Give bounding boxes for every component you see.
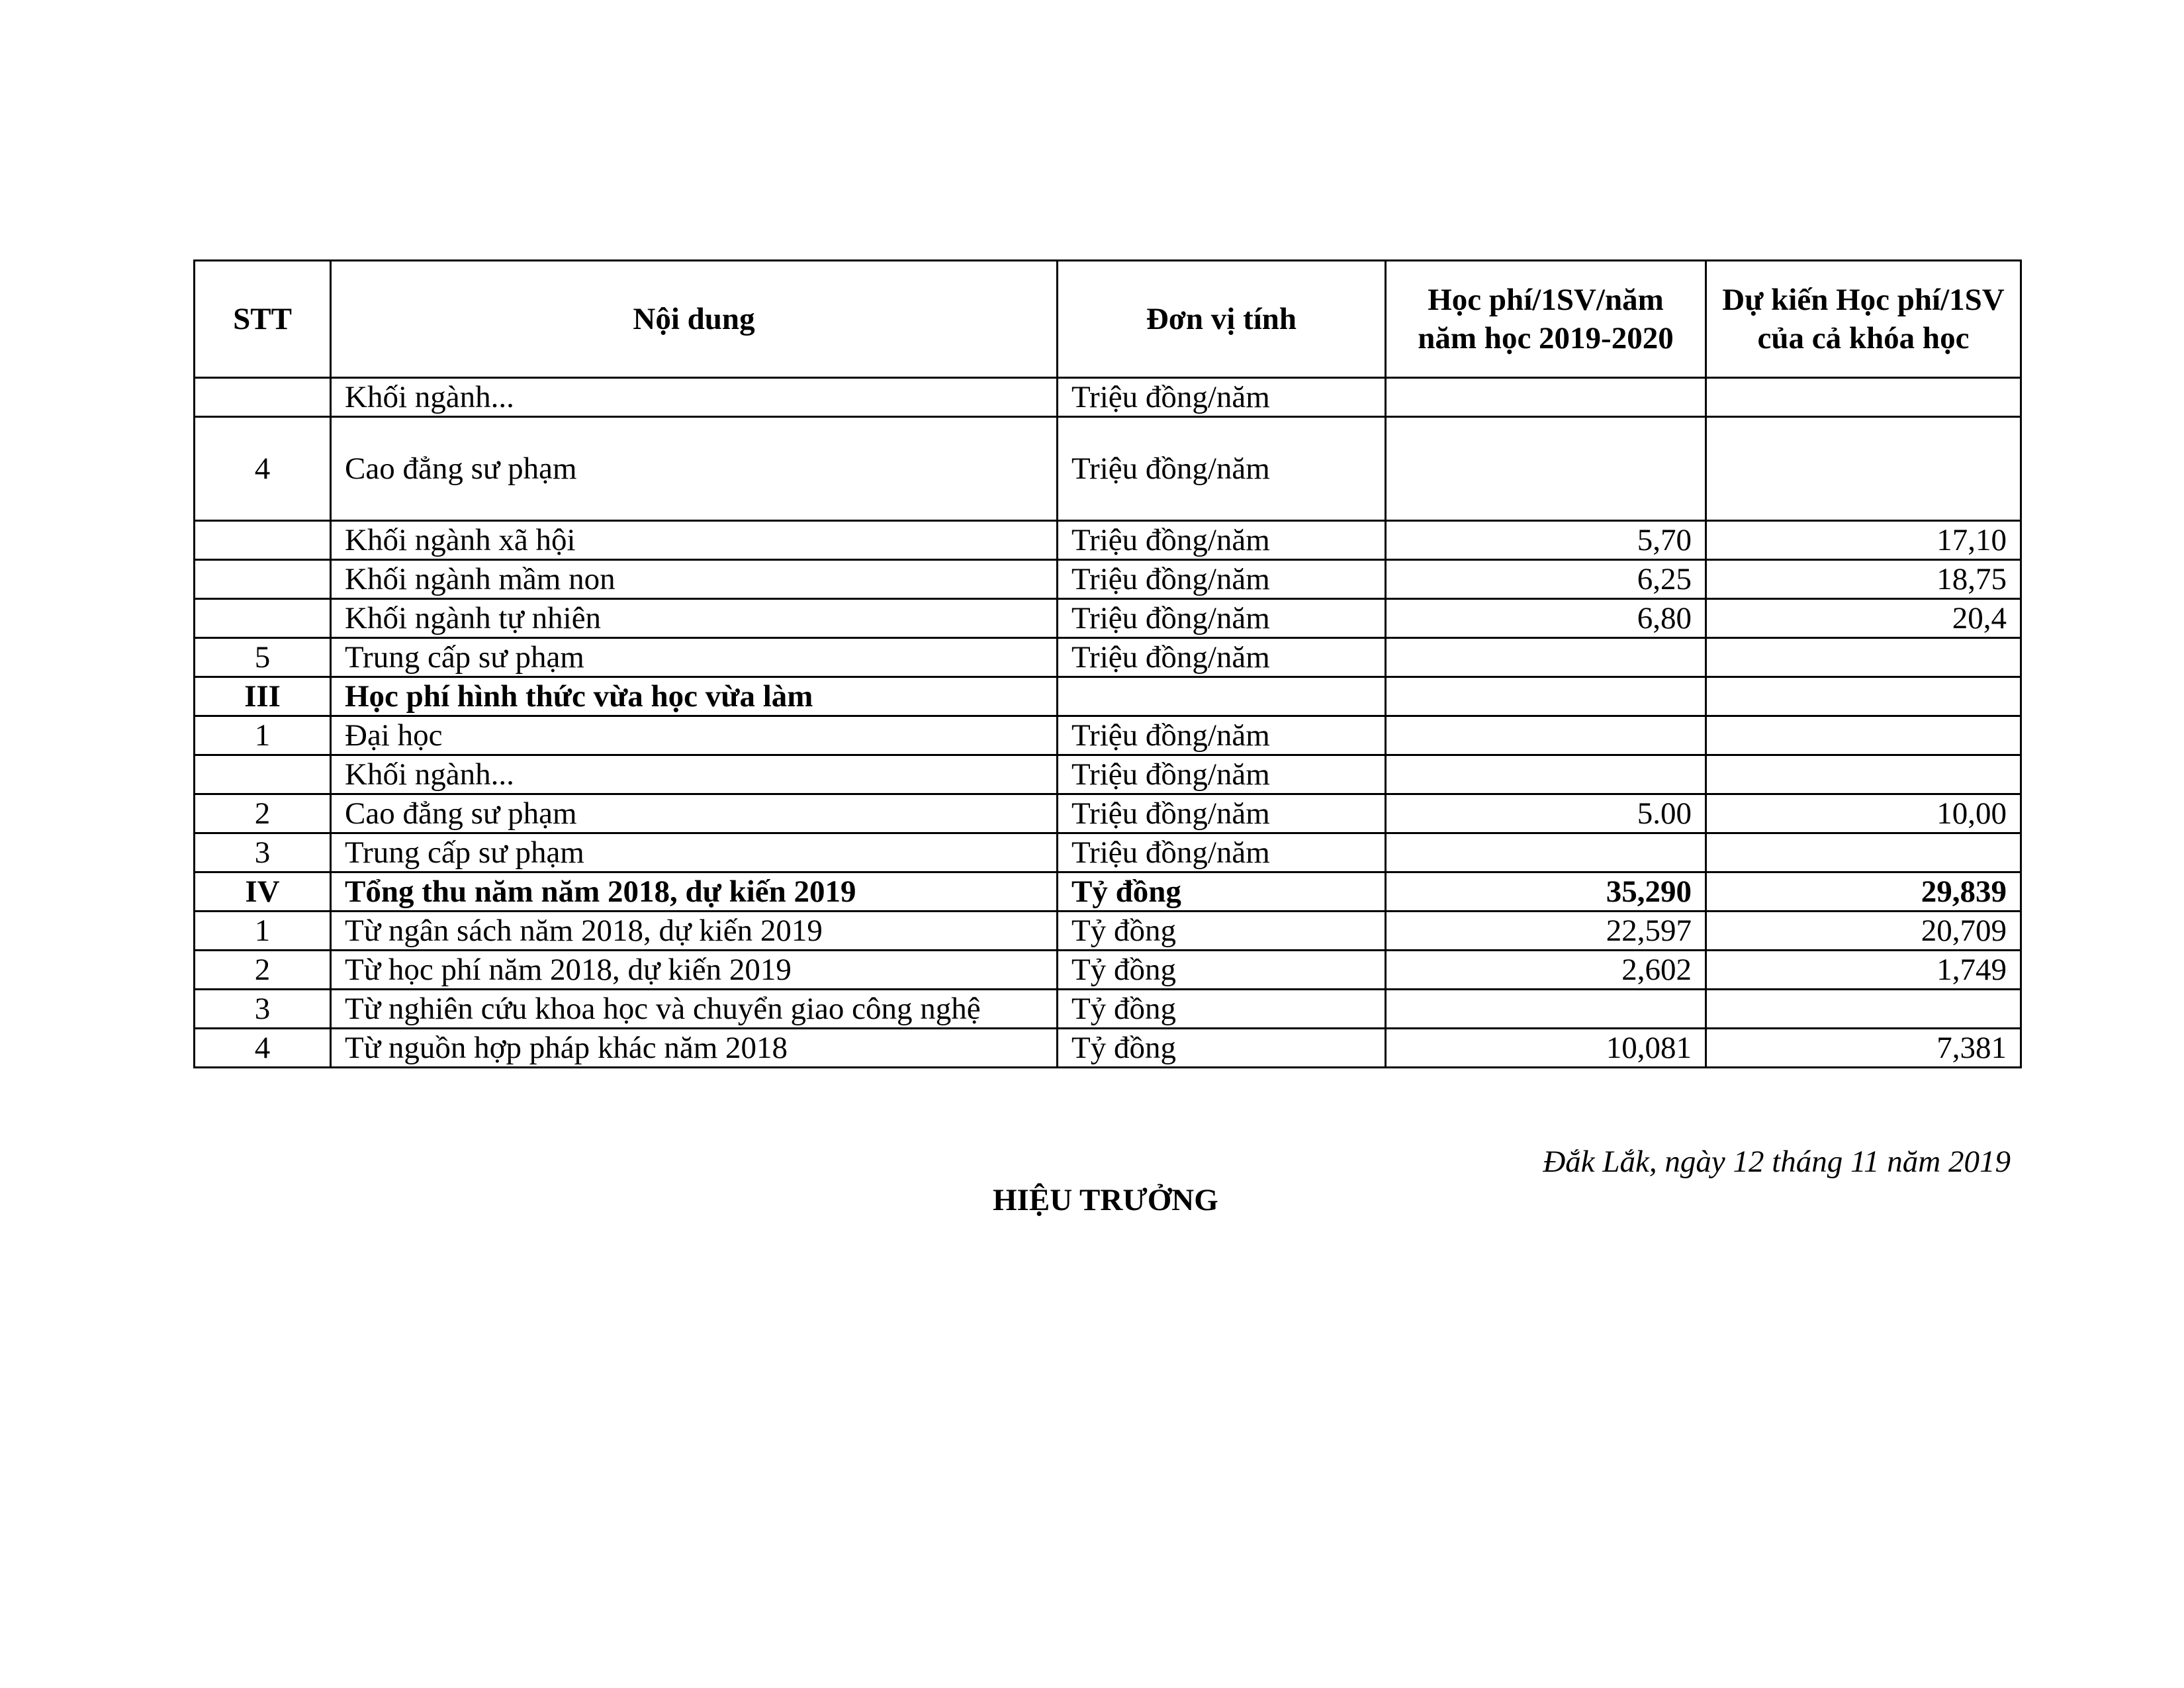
cell-unit: Triệu đồng/năm (1058, 417, 1386, 521)
cell-fee-year: 35,290 (1386, 872, 1706, 912)
cell-content: Học phí hình thức vừa học vừa làm (331, 677, 1058, 716)
cell-unit: Tỷ đồng (1058, 872, 1386, 912)
cell-stt: 1 (195, 716, 331, 755)
cell-content: Cao đẳng sư phạm (331, 417, 1058, 521)
table-row (195, 417, 2021, 521)
cell-content: Từ nguồn hợp pháp khác năm 2018 (331, 1029, 1058, 1068)
cell-fee-course: 20,4 (1706, 599, 2021, 638)
cell-content: Từ ngân sách năm 2018, dự kiến 2019 (331, 912, 1058, 951)
cell-unit: Tỷ đồng (1058, 951, 1386, 990)
table-section-row (195, 677, 2021, 716)
table-row (195, 521, 2021, 560)
cell-fee-year: 5,70 (1386, 521, 1706, 560)
cell-stt: III (195, 677, 331, 716)
header-fee-course: Dự kiến Học phí/1SV của cả khóa học (1706, 261, 2021, 378)
cell-content: Khối ngành tự nhiên (331, 599, 1058, 638)
cell-fee-course: 7,381 (1706, 1029, 2021, 1068)
table-row (195, 951, 2021, 990)
cell-stt (195, 599, 331, 638)
header-fee-year: Học phí/1SV/năm năm học 2019-2020 (1386, 261, 1706, 378)
cell-content: Trung cấp sư phạm (331, 638, 1058, 677)
cell-fee-course (1706, 638, 2021, 677)
cell-unit: Triệu đồng/năm (1058, 794, 1386, 833)
cell-stt: 1 (195, 912, 331, 951)
cell-fee-year (1386, 716, 1706, 755)
place-date-line: Đắk Lắk, ngày 12 tháng 11 năm 2019 (1543, 1145, 2011, 1179)
cell-stt (195, 755, 331, 794)
cell-fee-course (1706, 716, 2021, 755)
cell-unit: Triệu đồng/năm (1058, 560, 1386, 599)
cell-fee-course: 10,00 (1706, 794, 2021, 833)
cell-fee-year: 6,80 (1386, 599, 1706, 638)
cell-content: Khối ngành... (331, 378, 1058, 417)
cell-fee-course (1706, 417, 2021, 521)
cell-content: Khối ngành xã hội (331, 521, 1058, 560)
cell-unit: Tỷ đồng (1058, 912, 1386, 951)
header-unit: Đơn vị tính (1058, 261, 1386, 378)
cell-unit: Triệu đồng/năm (1058, 378, 1386, 417)
cell-fee-year: 10,081 (1386, 1029, 1706, 1068)
table-row (195, 912, 2021, 951)
cell-unit: Tỷ đồng (1058, 990, 1386, 1029)
table-row (195, 794, 2021, 833)
table-row (195, 716, 2021, 755)
cell-content: Khối ngành... (331, 755, 1058, 794)
cell-unit (1058, 677, 1386, 716)
signature-title: HIỆU TRƯỞNG (993, 1183, 1218, 1217)
cell-unit: Triệu đồng/năm (1058, 521, 1386, 560)
cell-fee-course: 17,10 (1706, 521, 2021, 560)
cell-fee-course: 29,839 (1706, 872, 2021, 912)
cell-fee-course (1706, 378, 2021, 417)
cell-unit: Triệu đồng/năm (1058, 638, 1386, 677)
cell-fee-year (1386, 378, 1706, 417)
table-row (195, 638, 2021, 677)
table-section-row (195, 872, 2021, 912)
header-stt: STT (195, 261, 331, 378)
cell-stt (195, 521, 331, 560)
cell-unit: Triệu đồng/năm (1058, 716, 1386, 755)
cell-fee-year (1386, 990, 1706, 1029)
cell-unit: Triệu đồng/năm (1058, 599, 1386, 638)
cell-content: Khối ngành mầm non (331, 560, 1058, 599)
cell-unit: Triệu đồng/năm (1058, 755, 1386, 794)
cell-stt: 3 (195, 833, 331, 872)
cell-stt: 2 (195, 794, 331, 833)
cell-fee-year (1386, 638, 1706, 677)
cell-fee-year: 22,597 (1386, 912, 1706, 951)
cell-unit: Triệu đồng/năm (1058, 833, 1386, 872)
table-header-row (195, 261, 2021, 378)
table-row (195, 833, 2021, 872)
cell-fee-course: 1,749 (1706, 951, 2021, 990)
cell-content: Tổng thu năm năm 2018, dự kiến 2019 (331, 872, 1058, 912)
table-row (195, 599, 2021, 638)
table-row (195, 755, 2021, 794)
cell-fee-year: 5.00 (1386, 794, 1706, 833)
table-row (195, 560, 2021, 599)
cell-stt: 2 (195, 951, 331, 990)
table-row (195, 990, 2021, 1029)
cell-content: Cao đẳng sư phạm (331, 794, 1058, 833)
cell-fee-course: 18,75 (1706, 560, 2021, 599)
cell-fee-course: 20,709 (1706, 912, 2021, 951)
tuition-fee-table (193, 259, 2022, 1068)
cell-fee-course (1706, 833, 2021, 872)
table-row (195, 1029, 2021, 1068)
cell-fee-year (1386, 677, 1706, 716)
cell-content: Từ nghiên cứu khoa học và chuyển giao công nghệ (331, 990, 1058, 1029)
table-row (195, 378, 2021, 417)
cell-stt: 5 (195, 638, 331, 677)
cell-unit: Tỷ đồng (1058, 1029, 1386, 1068)
cell-stt (195, 560, 331, 599)
cell-fee-course (1706, 677, 2021, 716)
cell-fee-year (1386, 833, 1706, 872)
cell-content: Trung cấp sư phạm (331, 833, 1058, 872)
cell-fee-year: 6,25 (1386, 560, 1706, 599)
cell-stt: 4 (195, 417, 331, 521)
cell-content: Đại học (331, 716, 1058, 755)
cell-content: Từ học phí năm 2018, dự kiến 2019 (331, 951, 1058, 990)
cell-fee-year (1386, 417, 1706, 521)
cell-stt: 3 (195, 990, 331, 1029)
cell-fee-course (1706, 755, 2021, 794)
cell-stt: 4 (195, 1029, 331, 1068)
cell-fee-course (1706, 990, 2021, 1029)
cell-stt (195, 378, 331, 417)
cell-fee-year: 2,602 (1386, 951, 1706, 990)
header-content: Nội dung (331, 261, 1058, 378)
cell-fee-year (1386, 755, 1706, 794)
cell-stt: IV (195, 872, 331, 912)
